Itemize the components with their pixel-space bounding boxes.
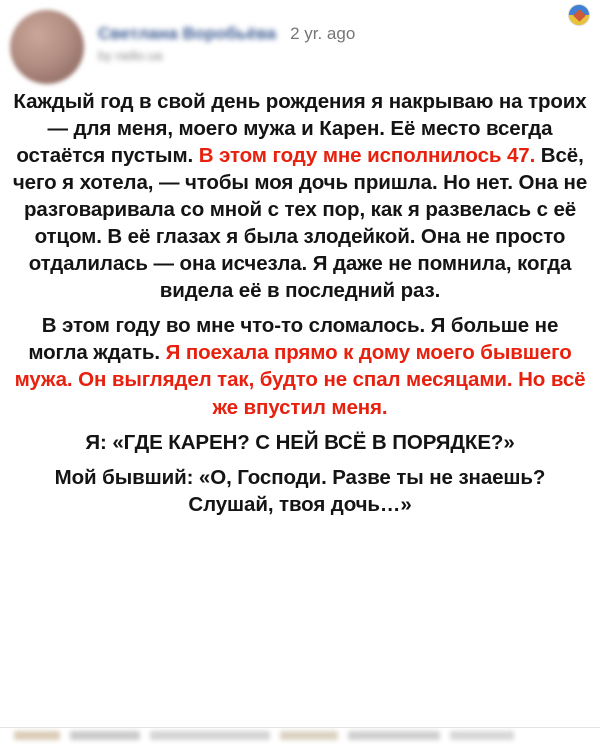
bottom-strip-content <box>0 728 600 743</box>
highlighted-text: Я поехала прямо к дому моего бывшего мужа. Он выглядел так, будто не спал месяцами. Но всё же впустил меня. <box>14 341 586 419</box>
author-name-row <box>98 24 590 44</box>
body-text: Мой бывший: «О, Господи. Разве ты не знаешь? Слушай, твоя дочь…» <box>54 465 546 516</box>
body-text: Я: «ГДЕ КАРЕН? С НЕЙ ВСЁ В ПОРЯДКЕ?» <box>85 430 515 454</box>
author-subtitle: by radio.ua <box>98 48 163 63</box>
post-paragraph <box>12 429 588 456</box>
strip-block <box>348 731 440 740</box>
strip-block <box>150 731 270 740</box>
body-text: Всё, чего я хотела, — чтобы моя дочь пришла. Но нет. Она не разговаривала со мной с тех пор, как я развелась с её отцом. В её глазах я была злодейкой. Она не просто отдалилась — она исчезла. Я даже не помнила, когда видела её в последний раз. <box>12 144 588 303</box>
strip-block <box>14 731 60 740</box>
body-text: Каждый год в свой день рождения я накрываю на троих — для меня, моего мужа и Карен. Её место всегда остаётся пустым. <box>13 90 587 168</box>
author-username[interactable]: Светлана Воробьёва <box>98 24 277 43</box>
avatar[interactable] <box>10 10 84 84</box>
post-header <box>0 0 600 88</box>
strip-block <box>280 731 338 740</box>
ukraine-flag-badge-icon <box>568 4 590 26</box>
highlighted-text: В этом году мне исполнилось 47. <box>198 144 536 168</box>
post-paragraph <box>12 464 588 518</box>
strip-block <box>450 731 514 740</box>
strip-block <box>70 731 140 740</box>
bottom-strip <box>0 727 600 750</box>
body-text: В этом году во мне что-то сломалось. Я больше не могла ждать. <box>28 314 559 365</box>
post-paragraph <box>12 312 588 420</box>
author-block <box>98 8 590 63</box>
post-timestamp: 2 yr. ago <box>290 24 356 43</box>
post-paragraph <box>12 88 588 304</box>
post-body <box>0 88 600 518</box>
